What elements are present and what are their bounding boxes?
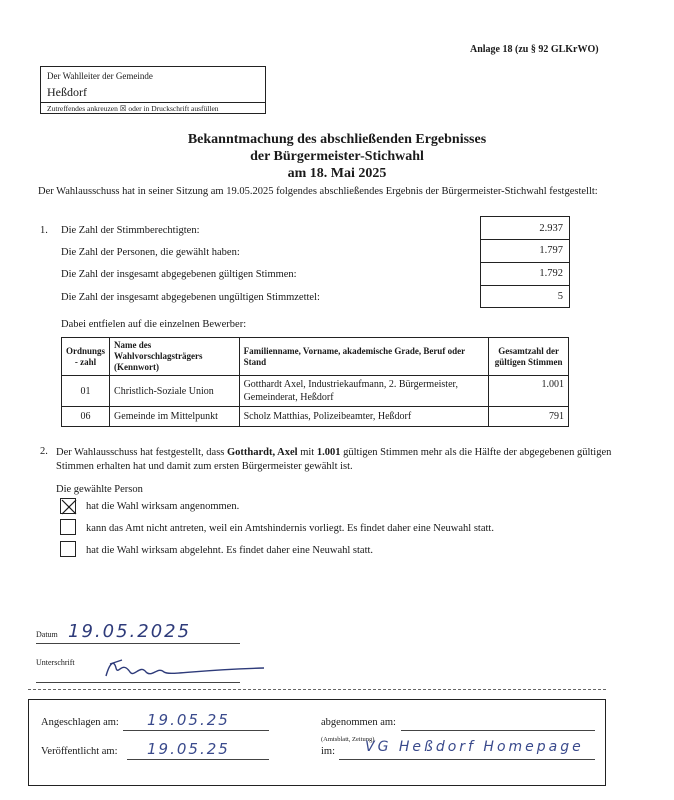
title-line-3: am 18. Mai 2025 [287, 166, 387, 181]
option-accepted-text: hat die Wahl wirksam angenommen. [86, 501, 240, 512]
checked-x-icon [61, 499, 77, 515]
option-rejected-checkbox[interactable] [60, 541, 76, 557]
medium-label: im: [321, 746, 336, 757]
section-1-number: 1. [40, 225, 48, 236]
stat-value-valid[interactable]: 1.792 [539, 268, 563, 279]
statement-line-2: Stimmen erhalten hat und damit zum ersten Bürgermeister gewählt ist. [56, 461, 353, 472]
document-title [0, 131, 674, 182]
title-line-2: der Bürgermeister-Stichwahl [250, 149, 424, 164]
row-person: Scholz Matthias, Polizeibeamter, Heßdorf [239, 407, 489, 427]
published-date[interactable]: 19.05.25 [147, 740, 230, 758]
row-person: Gotthardt Axel, Industriekaufmann, 2. Bürgermeister, Gemeinderat, Heßdorf [239, 376, 489, 407]
candidates-table [61, 337, 569, 427]
row-order-number: 01 [62, 376, 110, 407]
option-rejected-text: hat die Wahl wirksam abgelehnt. Es findet daher eine Neuwahl statt. [86, 545, 374, 556]
row-party: Christlich-Soziale Union [110, 376, 240, 407]
officer-label: Der Wahlleiter der Gemeinde [47, 71, 153, 81]
result-statement [56, 446, 612, 474]
removed-label: abgenommen am: [321, 717, 396, 728]
row-party: Gemeinde im Mittelpunkt [110, 407, 240, 427]
election-officer-box [40, 66, 266, 114]
title-line-1: Bekanntmachung des abschließenden Ergebnisses [187, 132, 487, 147]
row-votes: 791 [489, 407, 569, 427]
stat-label-voted: Die Zahl der Personen, die gewählt haben: [61, 247, 240, 258]
stats-value-box [480, 216, 570, 308]
statement-pre: Der Wahlausschuss hat festgestellt, dass [56, 447, 228, 458]
stat-label-valid: Die Zahl der insgesamt abgegebenen gültigen Stimmen: [61, 269, 297, 280]
posting-record-box [28, 699, 606, 786]
header-votes: Gesamtzahl der gültigen Stimmen [489, 338, 569, 376]
annex-label: Anlage 18 (zu § 92 GLKrWO) [470, 44, 599, 55]
table-header-row [62, 338, 569, 376]
elected-votes: 1.001 [316, 447, 341, 458]
header-party: Name des Wahlvorschlagsträgers (Kennwort) [110, 338, 240, 376]
fill-instructions: Zutreffendes ankreuzen ☒ oder in Druckschrift ausfüllen [47, 104, 219, 113]
signature-mark [100, 654, 270, 684]
footer-separator [28, 689, 606, 690]
statement-mid: mit [297, 447, 317, 458]
medium-value[interactable]: VG Heßdorf Homepage [365, 739, 584, 755]
row-votes: 1.001 [489, 376, 569, 407]
posted-date[interactable]: 19.05.25 [147, 711, 230, 729]
option-obstacle-checkbox[interactable] [60, 519, 76, 535]
section-2-number: 2. [40, 446, 48, 457]
intro-text: Der Wahlausschuss hat in seiner Sitzung am 19.05.2025 folgendes abschließendes Ergebnis der Bürgermeister-Stichwahl festgestellt: [38, 186, 598, 197]
option-accepted-checkbox[interactable] [60, 498, 76, 514]
stat-value-invalid[interactable]: 5 [557, 291, 563, 302]
elected-name: Gotthardt, Axel [227, 447, 298, 458]
date-label: Datum [36, 630, 58, 639]
row-order-number: 06 [62, 407, 110, 427]
header-person: Familienname, Vorname, akademische Grade, Beruf oder Stand [239, 338, 489, 376]
signature-label: Unterschrift [36, 658, 75, 667]
municipality-name[interactable]: Heßdorf [47, 85, 87, 99]
header-order-number: Ordnungs - zahl [62, 338, 110, 376]
elected-person-label: Die gewählte Person [56, 484, 143, 495]
stat-label-eligible: Die Zahl der Stimmberechtigten: [61, 225, 200, 236]
table-row [62, 376, 569, 407]
candidates-intro: Dabei entfielen auf die einzelnen Bewerber: [61, 319, 247, 330]
stat-value-eligible[interactable]: 2.937 [539, 223, 563, 234]
date-handwritten[interactable]: 19.05.2025 [68, 621, 192, 642]
statement-post: gültigen Stimmen mehr als die Hälfte der abgegebenen gültigen [340, 447, 612, 458]
published-label: Veröffentlicht am: [41, 746, 118, 757]
option-obstacle-text: kann das Amt nicht antreten, weil ein Amtshindernis vorliegt. Es findet daher eine Neuwahl statt. [86, 523, 494, 534]
stat-label-invalid: Die Zahl der insgesamt abgegebenen ungültigen Stimmzettel: [61, 292, 320, 303]
table-row [62, 407, 569, 427]
medium-note: (Amtsblatt, Zeitung) [321, 736, 375, 743]
posted-label: Angeschlagen am: [41, 717, 119, 728]
stat-value-voted[interactable]: 1.797 [539, 245, 563, 256]
